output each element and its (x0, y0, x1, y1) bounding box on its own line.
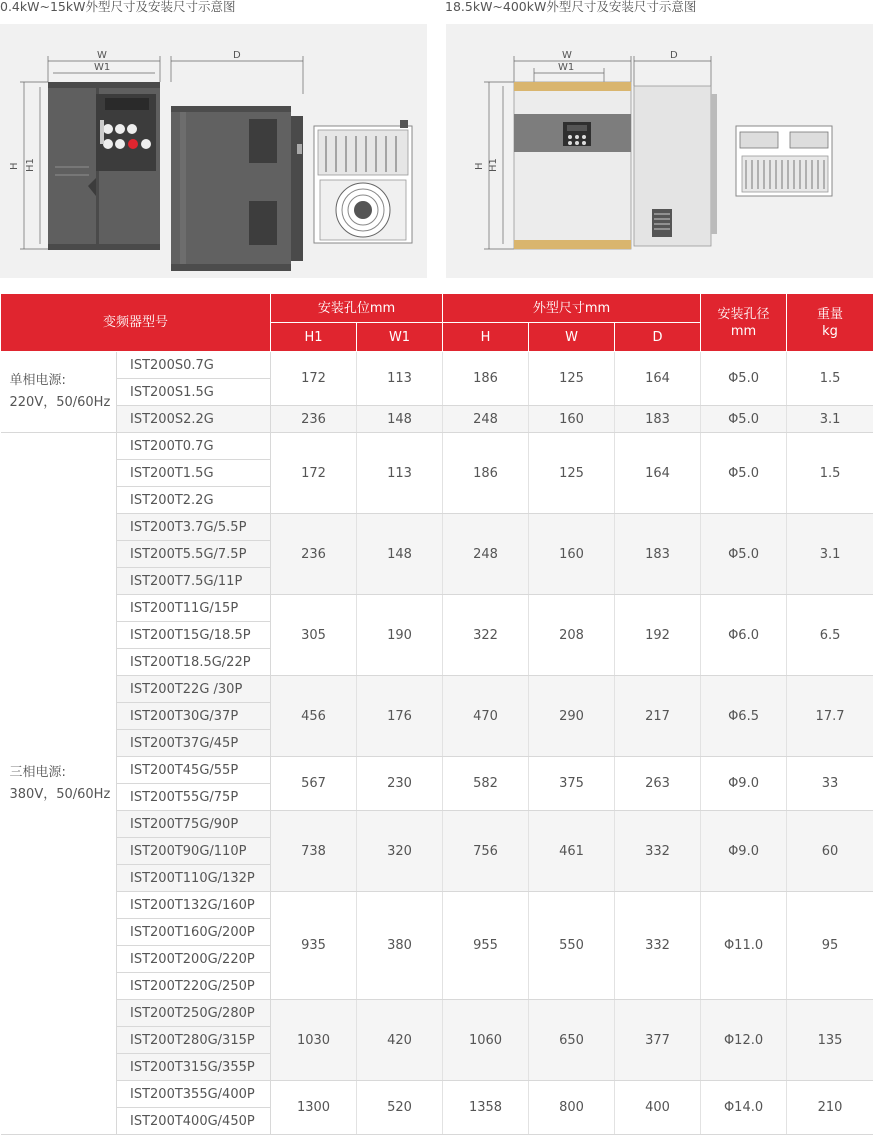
h1-cell: 1030 (271, 1000, 357, 1081)
hole-cell: Φ5.0 (701, 406, 787, 433)
h-cell: 955 (443, 892, 529, 1000)
header-model: 变频器型号 (1, 294, 271, 352)
header-w1: W1 (357, 323, 443, 352)
right-diagram-caption: 18.5kW~400kW外型尺寸及安装尺寸示意图 (445, 0, 696, 15)
w1-cell: 190 (357, 595, 443, 676)
dim-d-label-large: D (670, 50, 678, 61)
spec-table-body (1, 352, 873, 1135)
h-cell: 1060 (443, 1000, 529, 1081)
table-row (1, 676, 873, 703)
table-row (1, 892, 873, 919)
model-cell: IST200T132G/160P (117, 892, 271, 919)
h1-cell: 236 (271, 406, 357, 433)
header-outer-dimensions: 外型尺寸mm (443, 294, 701, 323)
h-cell: 248 (443, 514, 529, 595)
w-cell: 290 (529, 676, 615, 757)
d-cell: 192 (615, 595, 701, 676)
hole-cell: Φ9.0 (701, 757, 787, 811)
w1-cell: 230 (357, 757, 443, 811)
dim-w-label: W (97, 50, 107, 61)
hole-cell: Φ5.0 (701, 433, 787, 514)
weight-cell: 17.7 (787, 676, 873, 757)
w-cell: 125 (529, 433, 615, 514)
table-row (1, 1081, 873, 1108)
weight-cell: 135 (787, 1000, 873, 1081)
model-cell: IST200T7.5G/11P (117, 568, 271, 595)
w-cell: 160 (529, 406, 615, 433)
d-cell: 217 (615, 676, 701, 757)
w1-cell: 520 (357, 1081, 443, 1135)
model-cell: IST200S1.5G (117, 379, 271, 406)
model-cell: IST200T1.5G (117, 460, 271, 487)
model-cell: IST200T90G/110P (117, 838, 271, 865)
w1-cell: 320 (357, 811, 443, 892)
model-cell: IST200T220G/250P (117, 973, 271, 1000)
weight-cell: 3.1 (787, 514, 873, 595)
model-cell: IST200T0.7G (117, 433, 271, 460)
hole-cell: Φ9.0 (701, 811, 787, 892)
model-cell: IST200S0.7G (117, 352, 271, 379)
dimension-spec-table (0, 293, 873, 1135)
large-inverter-diagram (446, 24, 873, 278)
model-cell: IST200T3.7G/5.5P (117, 514, 271, 541)
h-cell: 186 (443, 433, 529, 514)
model-cell: IST200T15G/18.5P (117, 622, 271, 649)
weight-cell: 1.5 (787, 433, 873, 514)
header-weight: 重量 kg (787, 294, 873, 352)
h1-cell: 738 (271, 811, 357, 892)
w1-cell: 148 (357, 406, 443, 433)
d-cell: 263 (615, 757, 701, 811)
model-cell: IST200T75G/90P (117, 811, 271, 838)
dim-h1-label: H1 (25, 158, 36, 172)
large-inverter-drawing (446, 24, 873, 278)
d-cell: 183 (615, 514, 701, 595)
dim-h-label: H (9, 162, 20, 170)
table-row (1, 595, 873, 622)
model-cell: IST200T11G/15P (117, 595, 271, 622)
d-cell: 183 (615, 406, 701, 433)
w-cell: 800 (529, 1081, 615, 1135)
model-cell: IST200T400G/450P (117, 1108, 271, 1135)
model-cell: IST200T22G /30P (117, 676, 271, 703)
table-row (1, 406, 873, 433)
weight-cell: 1.5 (787, 352, 873, 406)
h-cell: 1358 (443, 1081, 529, 1135)
h1-cell: 456 (271, 676, 357, 757)
h1-cell: 567 (271, 757, 357, 811)
dim-h-label-large: H (474, 162, 485, 170)
h-cell: 186 (443, 352, 529, 406)
hole-cell: Φ5.0 (701, 352, 787, 406)
h-cell: 248 (443, 406, 529, 433)
d-cell: 332 (615, 811, 701, 892)
w-cell: 650 (529, 1000, 615, 1081)
model-cell: IST200T110G/132P (117, 865, 271, 892)
h-cell: 322 (443, 595, 529, 676)
hole-cell: Φ6.5 (701, 676, 787, 757)
power-supply-label: 三相电源: 380V，50/60Hz (1, 433, 117, 1135)
h1-cell: 172 (271, 433, 357, 514)
w-cell: 461 (529, 811, 615, 892)
model-cell: IST200S2.2G (117, 406, 271, 433)
w1-cell: 176 (357, 676, 443, 757)
hole-cell: Φ6.0 (701, 595, 787, 676)
dim-h1-label-large: H1 (488, 158, 499, 172)
weight-cell: 3.1 (787, 406, 873, 433)
model-cell: IST200T315G/355P (117, 1054, 271, 1081)
d-cell: 400 (615, 1081, 701, 1135)
model-cell: IST200T160G/200P (117, 919, 271, 946)
w1-cell: 420 (357, 1000, 443, 1081)
weight-cell: 210 (787, 1081, 873, 1135)
w-cell: 550 (529, 892, 615, 1000)
header-w: W (529, 323, 615, 352)
d-cell: 164 (615, 352, 701, 406)
model-cell: IST200T45G/55P (117, 757, 271, 784)
w1-cell: 113 (357, 352, 443, 406)
w1-cell: 113 (357, 433, 443, 514)
weight-cell: 60 (787, 811, 873, 892)
w1-cell: 380 (357, 892, 443, 1000)
left-diagram-caption: 0.4kW~15kW外型尺寸及安装尺寸示意图 (0, 0, 235, 15)
h1-cell: 1300 (271, 1081, 357, 1135)
model-cell: IST200T200G/220P (117, 946, 271, 973)
header-hole-diameter: 安装孔径 mm (701, 294, 787, 352)
model-cell: IST200T2.2G (117, 487, 271, 514)
header-mount-position: 安装孔位mm (271, 294, 443, 323)
w1-cell: 148 (357, 514, 443, 595)
d-cell: 377 (615, 1000, 701, 1081)
table-row (1, 514, 873, 541)
power-supply-label: 单相电源: 220V，50/60Hz (1, 352, 117, 433)
dim-w1-label-large: W1 (558, 62, 574, 73)
dim-w-label-large: W (562, 50, 572, 61)
w-cell: 160 (529, 514, 615, 595)
model-cell: IST200T37G/45P (117, 730, 271, 757)
d-cell: 164 (615, 433, 701, 514)
dim-w1-label: W1 (94, 62, 110, 73)
w-cell: 208 (529, 595, 615, 676)
model-cell: IST200T280G/315P (117, 1027, 271, 1054)
h1-cell: 305 (271, 595, 357, 676)
w-cell: 125 (529, 352, 615, 406)
table-row (1, 811, 873, 838)
h-cell: 756 (443, 811, 529, 892)
header-h: H (443, 323, 529, 352)
header-h1: H1 (271, 323, 357, 352)
weight-cell: 6.5 (787, 595, 873, 676)
h1-cell: 172 (271, 352, 357, 406)
header-d: D (615, 323, 701, 352)
hole-cell: Φ11.0 (701, 892, 787, 1000)
model-cell: IST200T55G/75P (117, 784, 271, 811)
h-cell: 582 (443, 757, 529, 811)
hole-cell: Φ5.0 (701, 514, 787, 595)
model-cell: IST200T355G/400P (117, 1081, 271, 1108)
model-cell: IST200T30G/37P (117, 703, 271, 730)
hole-cell: Φ12.0 (701, 1000, 787, 1081)
weight-cell: 33 (787, 757, 873, 811)
h1-cell: 236 (271, 514, 357, 595)
model-cell: IST200T250G/280P (117, 1000, 271, 1027)
dim-d-label: D (233, 50, 241, 61)
table-row (1, 757, 873, 784)
small-inverter-drawing (0, 24, 427, 278)
hole-cell: Φ14.0 (701, 1081, 787, 1135)
model-cell: IST200T5.5G/7.5P (117, 541, 271, 568)
h1-cell: 935 (271, 892, 357, 1000)
h-cell: 470 (443, 676, 529, 757)
table-row (1, 1000, 873, 1027)
w-cell: 375 (529, 757, 615, 811)
model-cell: IST200T18.5G/22P (117, 649, 271, 676)
d-cell: 332 (615, 892, 701, 1000)
weight-cell: 95 (787, 892, 873, 1000)
table-row (1, 352, 873, 379)
small-inverter-diagram (0, 24, 427, 278)
table-row (1, 433, 873, 460)
